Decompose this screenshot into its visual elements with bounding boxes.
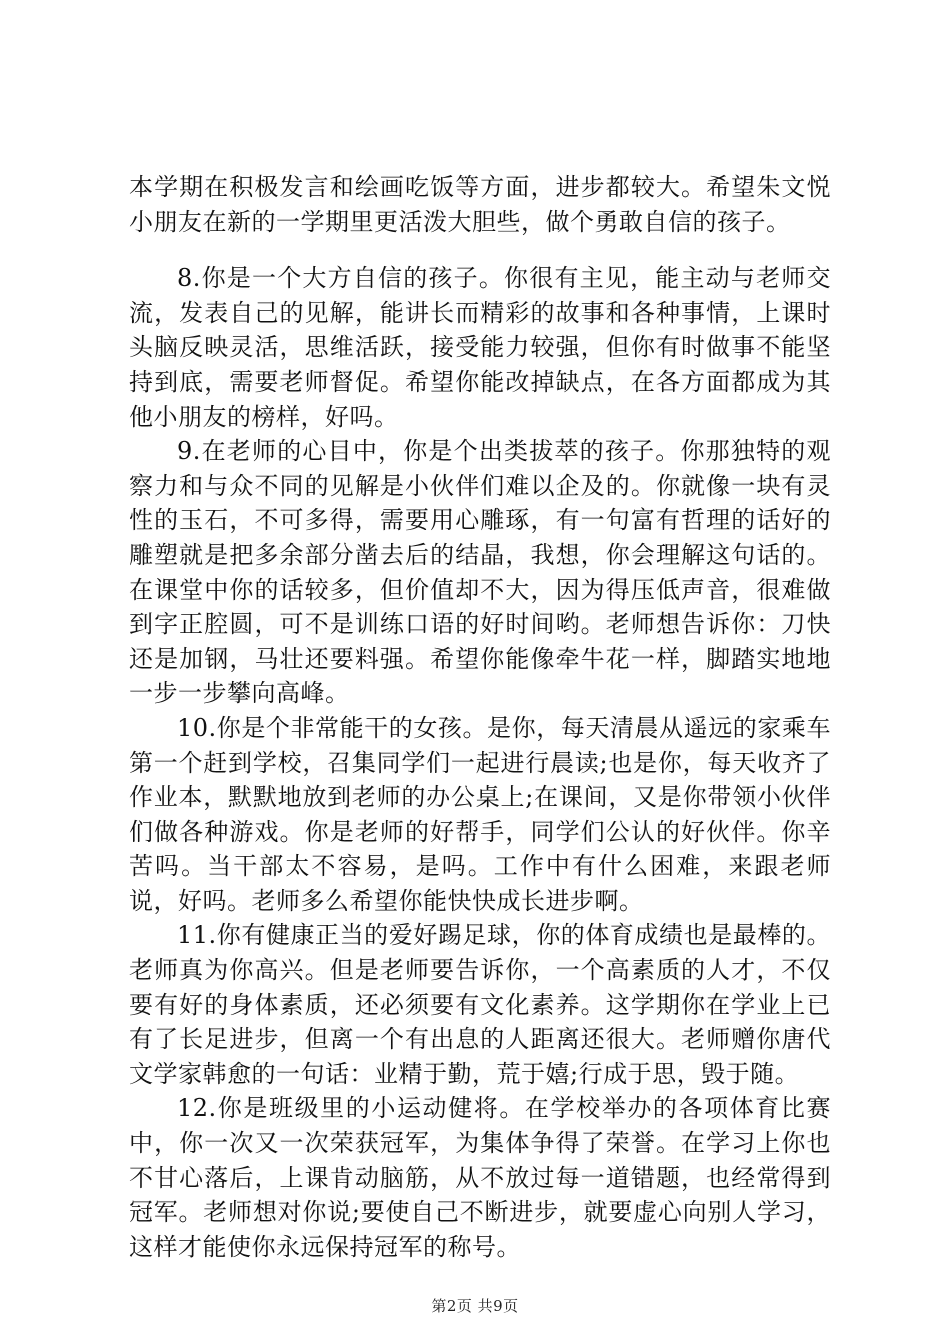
paragraph-item-11: 11.你有健康正当的爱好踢足球，你的体育成绩也是最棒的。老师真为你高兴。但是老师要告诉你，一个高素质的人才，不仅要有好的身体素质，还必须要有文化素养。这学期你在学业上已有了长足进步，但离一个有出息的人距离还很大。老师赠你唐代文学家韩愈的一句话：业精于勤，荒于嬉;行成于思，毁于随。 (129, 921, 831, 1088)
paragraph-item-9: 9.在老师的心目中，你是个出类拔萃的孩子。你那独特的观察力和与众不同的见解是小伙伴们难以企及的。你就像一块有灵性的玉石，不可多得，需要用心雕琢，有一句富有哲理的话好的雕塑就是把多余部分凿去后的结晶，我想，你会理解这句话的。在课堂中你的话较多，但价值却不大，因为得压低声音，很难做到字正腔圆，可不是训练口语的好时间哟。老师想告诉你：刀快还是加钢，马壮还要料强。希望你能像牵牛花一样，脚踏实地地一步一步攀向高峰。 (129, 437, 831, 708)
paragraph-continuation: 本学期在积极发言和绘画吃饭等方面，进步都较大。希望朱文悦小朋友在新的一学期里更活泼大胆些，做个勇敢自信的孩子。 (129, 173, 831, 236)
paragraph-item-12: 12.你是班级里的小运动健将。在学校举办的各项体育比赛中，你一次又一次荣获冠军，为集体争得了荣誉。在学习上你也不甘心落后，上课肯动脑筋，从不放过每一道错题，也经常得到冠军。老师想对你说;要使自己不断进步，就要虚心向别人学习，这样才能使你永远保持冠军的称号。 (129, 1094, 831, 1261)
paragraph-item-10: 10.你是个非常能干的女孩。是你，每天清晨从遥远的家乘车第一个赶到学校，召集同学们一起进行晨读;也是你，每天收齐了作业本，默默地放到老师的办公桌上;在课间，又是你带领小伙伴们做各种游戏。你是老师的好帮手，同学们公认的好伙伴。你辛苦吗。当干部太不容易，是吗。工作中有什么困难，来跟老师说，好吗。老师多么希望你能快快成长进步啊。 (129, 713, 831, 915)
paragraph-gap (129, 239, 831, 261)
page-footer: 第2页 共9页 (431, 1297, 519, 1315)
document-body (129, 170, 831, 1264)
paragraph-item-8: 8.你是一个大方自信的孩子。你很有主见，能主动与老师交流，发表自己的见解，能讲长而精彩的故事和各种事情，上课时头脑反映灵活，思维活跃，接受能力较强，但你有时做事不能坚持到底，需要老师督促。希望你能改掉缺点，在各方面都成为其他小朋友的榜样，好吗。 (129, 264, 831, 431)
